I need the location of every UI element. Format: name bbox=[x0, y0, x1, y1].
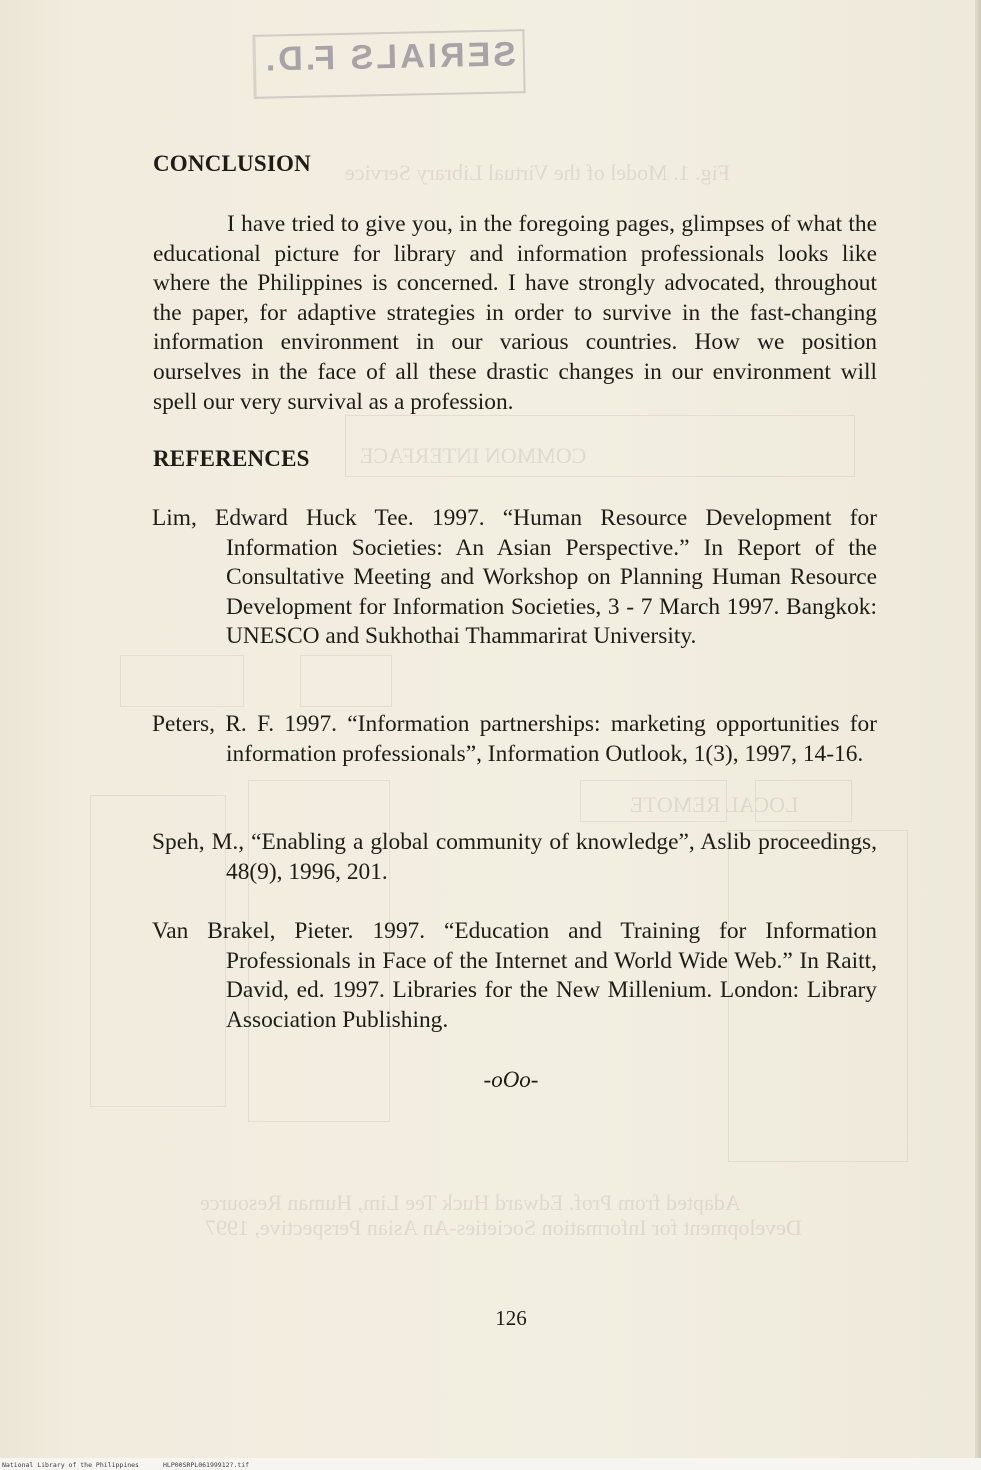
page-edge bbox=[975, 0, 981, 1470]
reference-item: Peters, R. F. 1997. “Information partnerships: marketing opportunities for information professionals”, Information Outlook, 1(3), 1997, 14-16. bbox=[152, 711, 877, 767]
reference-item: Speh, M., “Enabling a global community of knowledge”, Aslib proceedings, 48(9), 1996, 201. bbox=[152, 829, 877, 885]
serials-stamp bbox=[252, 29, 525, 99]
reference-item: Lim, Edward Huck Tee. 1997. “Human Resource Development for Information Societies: An Asian Perspective.” In Report of the Consultative Meeting and Workshop on Planning Human Resource Development for Information Societies, 3 - 7 March 1997. Bangkok: UNESCO and Sukhothai Thammarirat University. bbox=[152, 505, 877, 650]
end-mark: -oOo- bbox=[483, 1067, 539, 1092]
footer-library-name: National Library of the Philippines bbox=[2, 1461, 139, 1469]
footer-strip bbox=[0, 1458, 981, 1470]
stamp-text: SERIALS F.D. bbox=[262, 35, 517, 79]
footer-file-name: HLP00SRPL06199912?.tif bbox=[163, 1461, 250, 1469]
conclusion-paragraph: I have tried to give you, in the foregoing pages, glimpses of what the educational picture for library and information professionals looks like where the Philippines is concerned. I have strongly advocated, throughout the paper, for adaptive strategies in order to survive in the fast-changing information environment in our various countries. How we position ourselves in the face of all these drastic changes in our environment will spell our very survival as a profession. bbox=[153, 211, 877, 415]
reference-item: Van Brakel, Pieter. 1997. “Education and Training for Information Professionals in Face of the Internet and World Wide Web.” In Raitt, David, ed. 1997. Libraries for the New Millenium. London: Library Association Publishing. bbox=[152, 918, 877, 1033]
conclusion-heading: CONCLUSION bbox=[153, 151, 311, 176]
page-number: 126 bbox=[495, 1306, 527, 1330]
references-heading: REFERENCES bbox=[153, 446, 310, 471]
